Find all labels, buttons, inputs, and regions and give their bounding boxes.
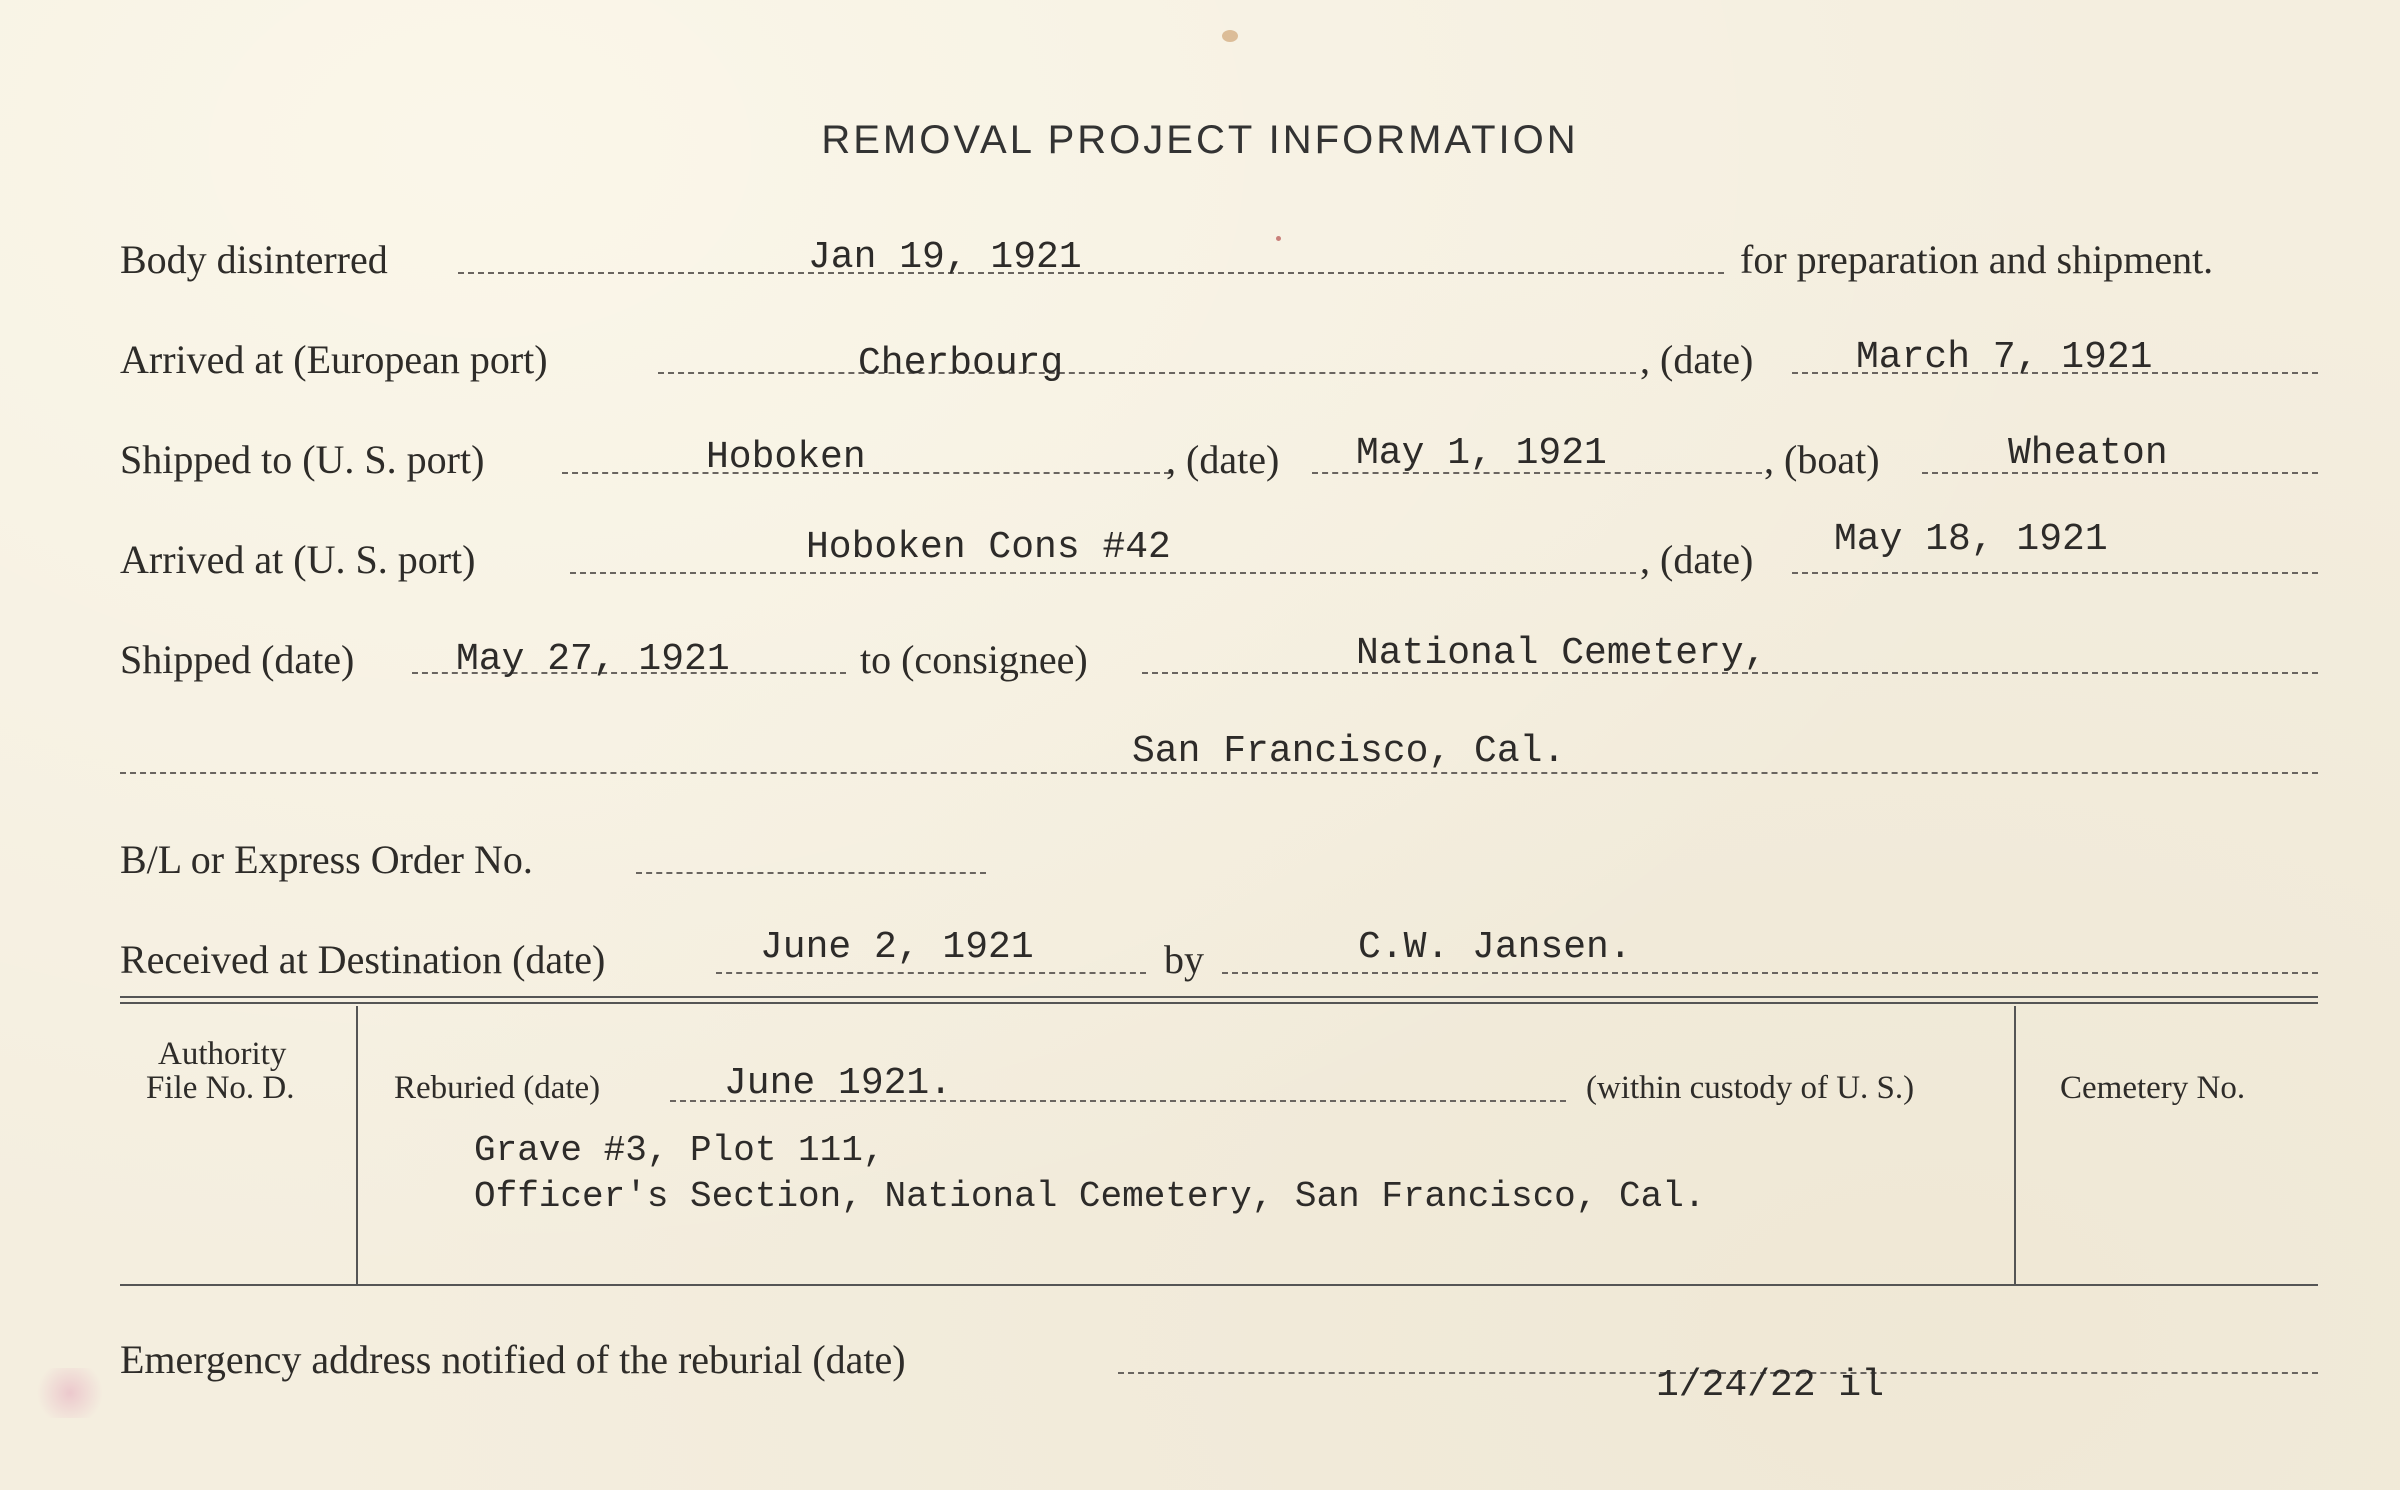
box-divider-right <box>2014 1006 2016 1284</box>
body-disinterred-label: Body disinterred <box>120 237 388 282</box>
reburied-label: Reburied (date) <box>394 1070 601 1106</box>
disinterred-date: Jan 19, 1921 <box>808 236 1082 279</box>
boat-label: , (boat) <box>1764 437 1880 482</box>
us-port-line <box>562 472 1170 474</box>
european-arrival-date: March 7, 1921 <box>1856 336 2153 379</box>
emergency-label: Emergency address notified of the reburial (date) <box>120 1337 906 1382</box>
consignee-line2: San Francisco, Cal. <box>1132 730 1566 773</box>
bl-order-label: B/L or Express Order No. <box>120 837 533 882</box>
box-top-rule-double <box>120 1002 2318 1004</box>
arrived-us-date: May 18, 1921 <box>1834 518 2108 561</box>
ink-dot <box>1276 236 1281 241</box>
european-port-line <box>658 372 1636 374</box>
authority-label: Authority <box>158 1036 287 1072</box>
shipped-date: May 27, 1921 <box>456 638 730 681</box>
arrived-european-label: Arrived at (European port) <box>120 337 548 382</box>
us-port: Hoboken <box>706 436 866 479</box>
body-disinterred-line <box>458 272 1724 274</box>
european-date-label: , (date) <box>1640 337 1754 382</box>
received-label: Received at Destination (date) <box>120 937 606 982</box>
box-divider-left <box>356 1006 358 1284</box>
boat-name: Wheaton <box>2008 432 2168 475</box>
box-top-rule <box>120 996 2318 998</box>
cemetery-no-label: Cemetery No. <box>2060 1070 2246 1106</box>
received-by-line <box>1222 972 2318 974</box>
received-date: June 2, 1921 <box>760 926 1034 969</box>
custody-label: (within custody of U. S.) <box>1586 1070 1915 1106</box>
paper-stain <box>1222 30 1238 42</box>
ink-blot <box>30 1368 110 1418</box>
european-port: Cherbourg <box>858 342 1064 385</box>
received-by: C.W. Jansen. <box>1358 926 1632 969</box>
arrived-us-label: Arrived at (U. S. port) <box>120 537 476 582</box>
shipped-us-label: Shipped to (U. S. port) <box>120 437 485 482</box>
card-title: REMOVAL PROJECT INFORMATION <box>821 118 1579 162</box>
emergency-date: 1/24/22 il <box>1656 1364 1885 1407</box>
file-no-label: File No. D. <box>146 1070 295 1106</box>
preparation-label: for preparation and shipment. <box>1740 237 2214 282</box>
arrived-us-date-line <box>1792 572 2318 574</box>
grave-line1: Grave #3, Plot 111, <box>474 1130 885 1171</box>
arrived-us-line <box>570 572 1636 574</box>
consignee-line1: National Cemetery, <box>1356 632 1767 675</box>
received-date-line <box>716 972 1146 974</box>
us-ship-date-label: , (date) <box>1166 437 1280 482</box>
bl-order-line <box>636 872 986 874</box>
received-by-label: by <box>1164 937 1204 982</box>
reburied-date: June 1921. <box>724 1062 953 1105</box>
grave-line2: Officer's Section, National Cemetery, San Francisco, Cal. <box>474 1176 1706 1217</box>
shipped-date-label: Shipped (date) <box>120 637 355 682</box>
us-ship-date: May 1, 1921 <box>1356 432 1607 475</box>
arrived-us-port: Hoboken Cons #42 <box>806 526 1171 569</box>
box-bottom-rule <box>120 1284 2318 1286</box>
consignee-label: to (consignee) <box>860 637 1088 682</box>
arrived-us-date-label: , (date) <box>1640 537 1754 582</box>
